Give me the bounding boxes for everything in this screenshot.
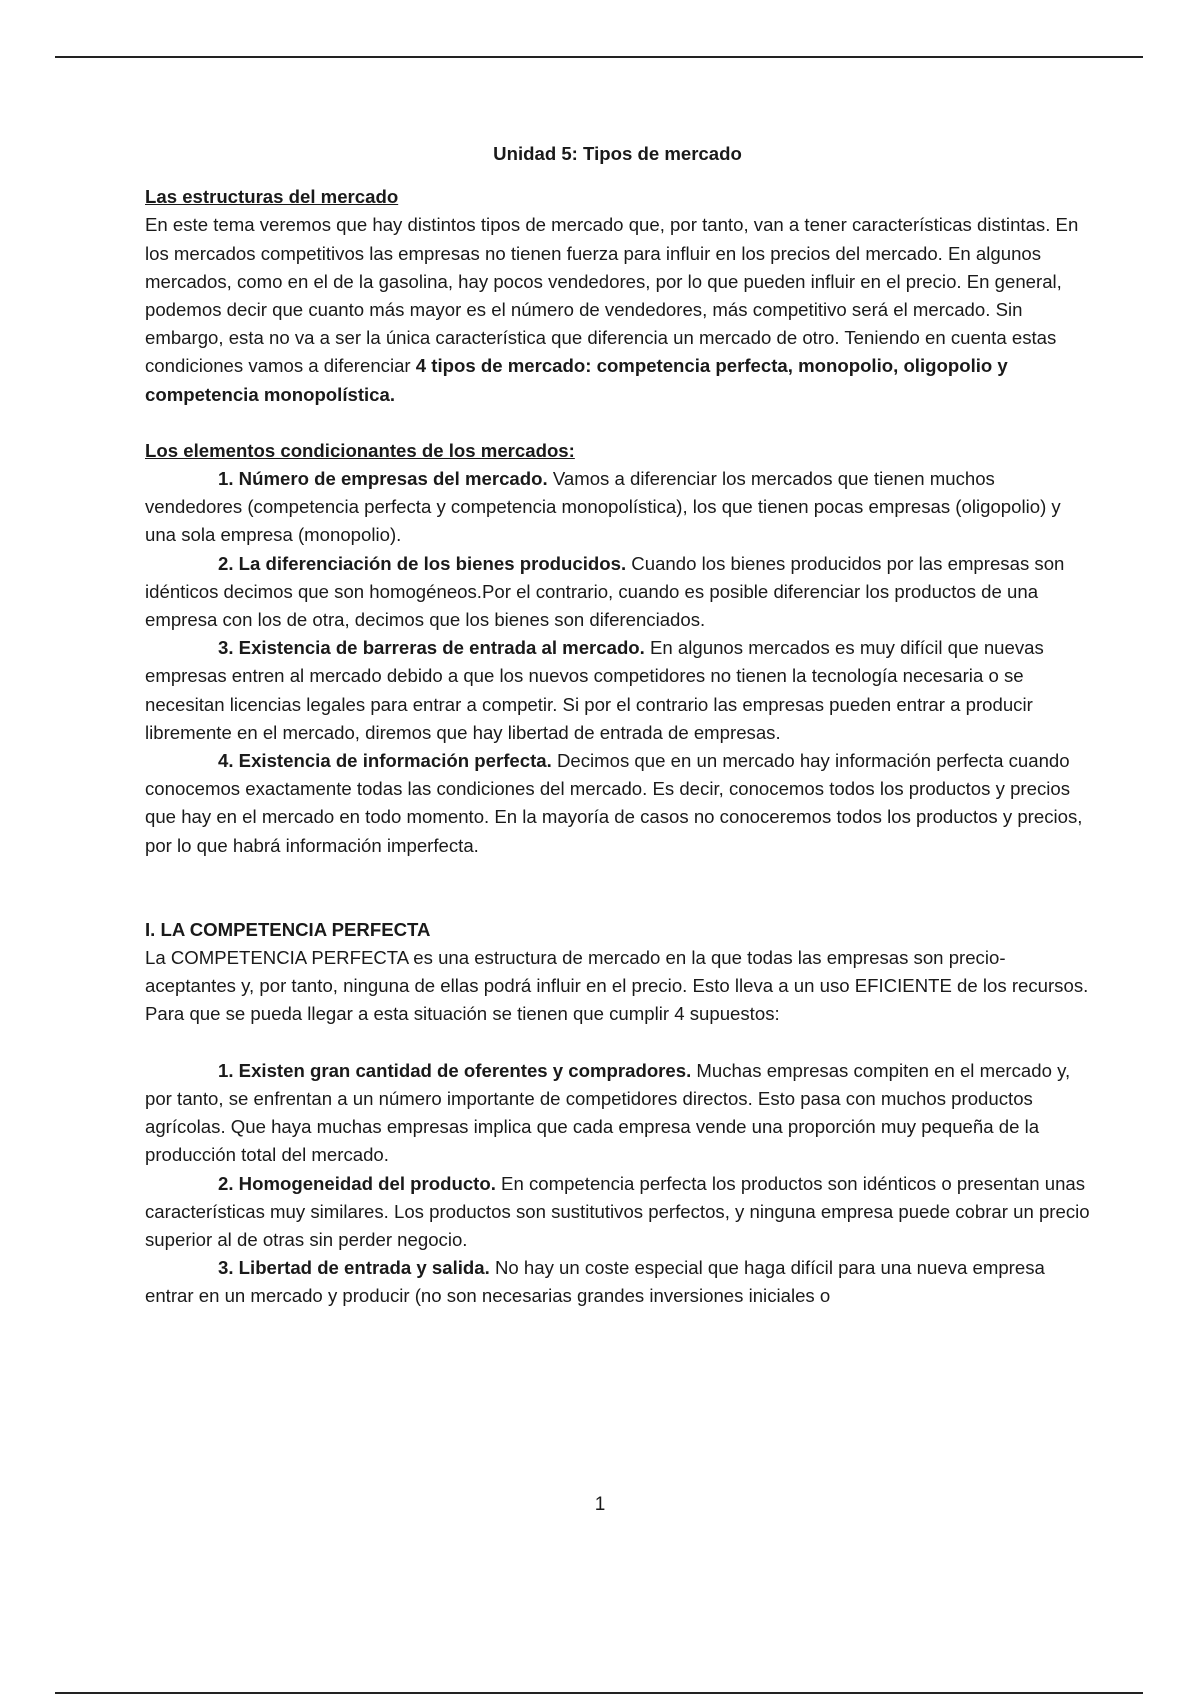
- page-number: 1: [594, 1494, 606, 1515]
- list-item: 3. Libertad de entrada y salida. No hay un coste especial que haga difícil para una nueva empresa entrar en un mercado y producir (no son necesarias grandes inversiones iniciales o: [145, 1257, 1045, 1307]
- document-title: Unidad 5: Tipos de mercado: [493, 143, 742, 164]
- section-heading-estructuras: Las estructuras del mercado: [145, 186, 399, 208]
- section-heading-competencia-perfecta: I. LA COMPETENCIA PERFECTA: [145, 918, 431, 940]
- section-paragraph: Para que se pueda llegar a esta situación se tienen que cumplir 4 supuestos:: [145, 1003, 780, 1025]
- list-item: 2. La diferenciación de los bienes producidos. Cuando los bienes producidos por las empresas son idénticos decimos que son homogéneos.Por el contrario, cuando es posible diferenciar los productos de una empresa con los de otra, decimos que los bienes son diferenciados.: [145, 552, 1065, 631]
- list-item: 4. Existencia de información perfecta. Decimos que en un mercado hay información perfecta cuando conocemos exactamente todas las condiciones del mercado. Es decir, conocemos todos los productos y precios que hay en el mercado en todo momento. En la mayoría de casos no conoceremos todos los productos y precios, por lo que habrá información imperfecta.: [145, 750, 1083, 856]
- section-paragraph: La COMPETENCIA PERFECTA es una estructura de mercado en la que todas las empresas son precio-aceptantes y, por tanto, ninguna de ellas podrá influir en el precio. Esto lleva a un uso EFICIENTE de los recursos.: [145, 947, 1089, 997]
- header-rule: [55, 56, 1143, 58]
- page-content: [145, 140, 1090, 1311]
- list-item: 1. Número de empresas del mercado. Vamos a diferenciar los mercados que tienen muchos vendedores (competencia perfecta y competencia monopolística), los que tienen pocas empresas (oligopolio) y una sola empresa (monopolio).: [145, 468, 1061, 546]
- section-paragraph: En este tema veremos que hay distintos tipos de mercado que, por tanto, van a tener características distintas. En los mercados competitivos las empresas no tienen fuerza para influir en los precios del mercado. En algunos mercados, como en el de la gasolina, hay pocos vendedores, por lo que pueden influir en el precio. En general, podemos decir que cuanto más mayor es el número de vendedores, más competitivo será el mercado. Sin embargo, esta no va a ser la única característica que diferencia un mercado de otro. Teniendo en cuenta estas condiciones vamos a diferenciar 4 tipos de mercado: competencia perfecta, monopolio, oligopolio y competencia monopolística.: [145, 214, 1079, 405]
- footer-rule: [55, 1692, 1143, 1694]
- section-heading-elementos: Los elementos condicionantes de los mercados:: [145, 439, 575, 461]
- list-item: 1. Existen gran cantidad de oferentes y compradores. Muchas empresas compiten en el mercado y, por tanto, se enfrentan a un número importante de competidores directos. Esto pasa con muchos productos agrícolas. Que haya muchas empresas implica que cada empresa vende una proporción muy pequeña de la producción total del mercado.: [145, 1059, 1071, 1166]
- list-item: 2. Homogeneidad del producto. En competencia perfecta los productos son idénticos o presentan unas características muy similares. Los productos son sustitutivos perfectos, y ninguna empresa puede cobrar un precio superior al de otras sin perder negocio.: [145, 1172, 1090, 1250]
- list-item: 3. Existencia de barreras de entrada al mercado. En algunos mercados es muy difícil que nuevas empresas entren al mercado debido a que los nuevos competidores no tienen la tecnología necesaria o se necesitan licencias legales para entrar a competir. Si por el contrario las empresas pueden entrar a producir libremente en el mercado, diremos que hay libertad de entrada de empresas.: [145, 637, 1044, 743]
